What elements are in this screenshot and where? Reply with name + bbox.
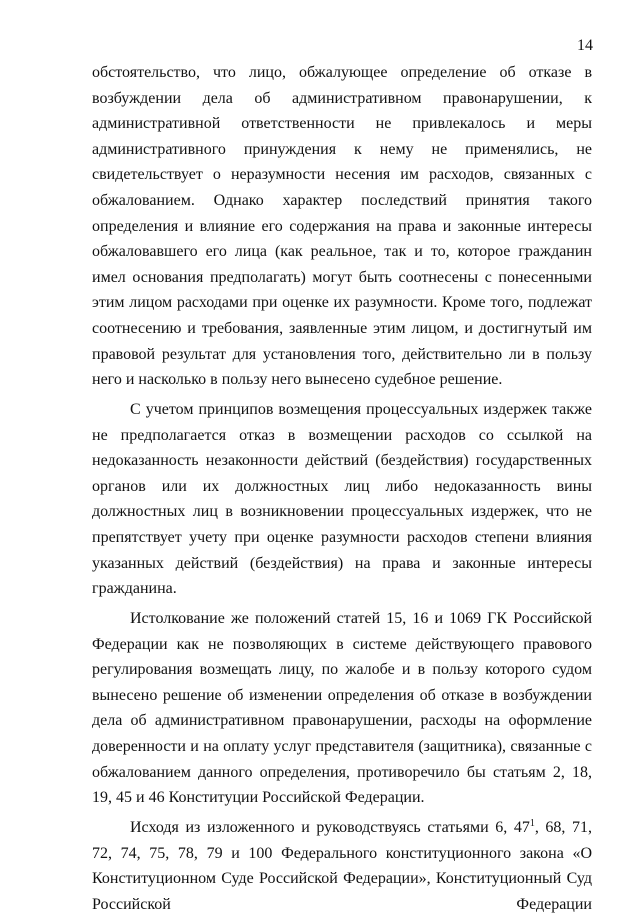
document-body <box>92 60 592 922</box>
paragraph-text: Истолкование же положений статей 15, 16 и 1069 ГК Российской Федерации как не позволяющих в системе действующего правового регулирования возмещать лицу, по жалобе и в пользу которого судом вынесено решение об изменении определения об отказе в возбуждении дела об административном правонарушении, расходы на оформление доверенности и на оплату услуг представителя (защитника), связанные с обжалованием данного определения, противоречило бы статьям 2, 18, 19, 45 и 46 Конституции Российской Федерации. <box>92 610 592 807</box>
paragraph-text: обстоятельство, что лицо, обжалующее определение об отказе в возбуждении дела об административном правонарушении, к административной ответственности не привлекалось и меры административного принуждения к нему не применялись, не свидетельствует о неразумности несения им расходов, связанных с обжалованием. Однако характер последствий принятия такого определения и влияние его содержания на права и законные интересы обжаловавшего его лица (как реальное, так и то, которое гражданин имел основания предполагать) могут быть соотнесены с понесенными этим лицом расходами при оценке их разумности. Кроме того, подлежат соотнесению и требования, заявленные этим лицом, и достигнутый им правовой результат для установления того, действительно ли в пользу него и насколько в пользу него вынесено судебное решение. <box>92 64 592 389</box>
paragraph-text: Исходя из изложенного и руководствуясь статьями 6, 47 <box>130 819 530 837</box>
body-paragraph <box>92 606 592 811</box>
superscript: 1 <box>529 818 535 830</box>
body-paragraph <box>92 815 592 917</box>
paragraph-text: , 68, 71, 72, 74, 75, 78, 79 и 100 Федерального конституционного закона «О Конституционном Суде Российской Федерации», Конституционный Суд Российской Федерации <box>92 819 593 913</box>
page-number: 14 <box>577 37 593 54</box>
paragraph-text: С учетом принципов возмещения процессуальных издержек также не предполагается отказ в возмещении расходов со ссылкой на недоказанность незаконности действий (бездействия) государственных органов или их должностных лиц либо недоказанность вины должностных лиц в возникновении процессуальных издержек, что не препятствует учету при оценке разумности расходов степени влияния указанных действий (бездействия) на права и законные интересы гражданина. <box>92 401 592 598</box>
body-paragraph <box>92 60 592 393</box>
body-paragraph <box>92 397 592 602</box>
